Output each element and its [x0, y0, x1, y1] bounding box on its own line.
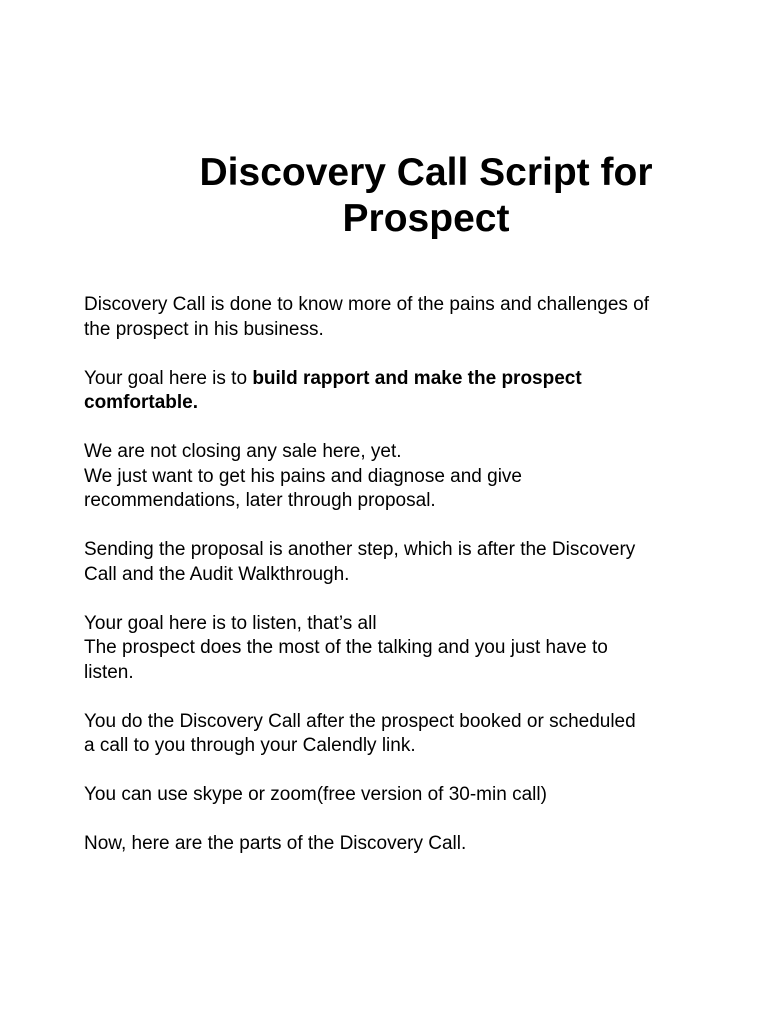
paragraph-tools — [84, 783, 704, 808]
paragraph-line: a call to you through your Calendly link. — [84, 735, 416, 756]
document-title — [150, 150, 702, 242]
paragraph-line: listen. — [84, 661, 134, 683]
paragraph-line: Sending the proposal is another step, which is after the Discovery — [84, 539, 636, 560]
emphasis-text: comfortable. — [84, 392, 199, 413]
paragraph-when — [84, 710, 704, 759]
paragraph-intro — [84, 293, 704, 342]
paragraph-text: Your goal here is to — [84, 367, 253, 389]
paragraph-line: the prospect in his business. — [84, 318, 324, 340]
emphasis-text: build rapport and make the prospect — [252, 367, 582, 389]
paragraph-line: Call and the Audit Walkthrough. — [84, 563, 350, 585]
paragraph-line: Your goal here is to listen, that’s all — [84, 612, 377, 634]
paragraph-line: We just want to get his pains and diagnose and give — [84, 465, 522, 487]
paragraph-line: The prospect does the most of the talking and you just have to — [84, 637, 608, 658]
paragraph-goal-rapport — [84, 367, 704, 416]
paragraph-line: Now, here are the parts of the Discovery Call. — [84, 833, 467, 854]
paragraph-line: You do the Discovery Call after the prospect booked or scheduled — [84, 710, 636, 732]
paragraph-line: We are not closing any sale here, yet. — [84, 441, 402, 462]
title-line-2: Prospect — [342, 197, 510, 240]
title-line-1: Discovery Call Script for — [199, 151, 653, 194]
paragraph-line: You can use skype or zoom(free version of 30-min call) — [84, 784, 547, 805]
paragraph-listen — [84, 612, 704, 686]
paragraph-not-closing — [84, 440, 704, 514]
paragraph-line: recommendations, later through proposal. — [84, 490, 436, 511]
paragraph-proposal — [84, 538, 704, 587]
paragraph-parts — [84, 832, 704, 857]
document-body — [84, 293, 704, 881]
paragraph-line — [84, 367, 704, 392]
paragraph-line: Discovery Call is done to know more of the pains and challenges of — [84, 294, 650, 315]
